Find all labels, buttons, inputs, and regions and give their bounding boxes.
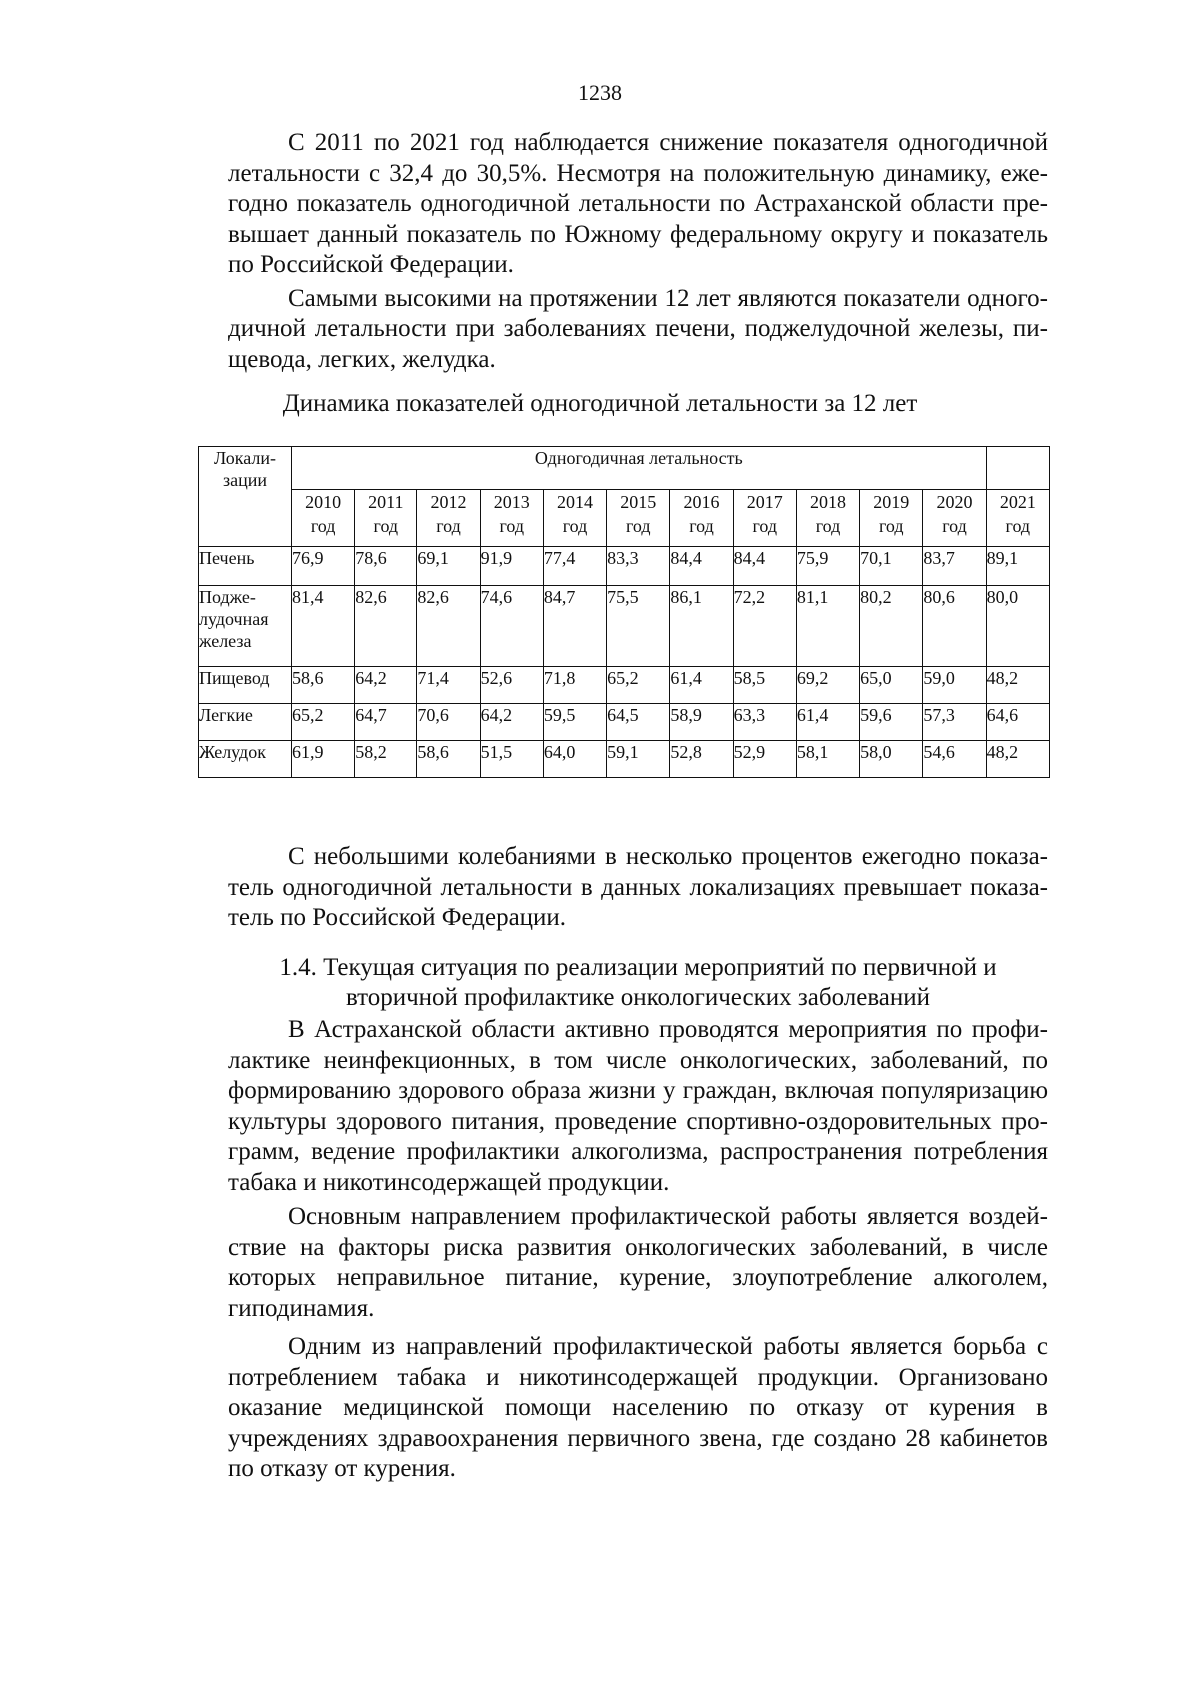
table-cell: 61,4 [670, 667, 733, 704]
section-heading: 1.4. Текущая ситуация по реализации мероприятий по первичной и вторичной профилактике онкологических заболеваний [279, 954, 997, 1011]
table-cell: 80,2 [860, 586, 923, 667]
paragraph: Одним из направлений профилактической работы является борьба с потреблением табака и никотинсодержащей продукции. Организовано оказание медицинской помощи населению по отказу от курения в учреждениях здравоохранения первичного звена, где создано 28 кабинетов по отказу от курения. [228, 1333, 1048, 1482]
table-cell: 61,9 [292, 741, 355, 778]
paragraph: Основным направлением профилактической работы является воздействие на факторы риска развития онкологических заболеваний, в числе которых неправильное питание, курение, злоупотребление алкоголем, гиподинамия. [228, 1203, 1048, 1322]
table-cell: 58,2 [355, 741, 417, 778]
table-cell: 75,9 [796, 547, 859, 586]
table-cell: 71,8 [543, 667, 606, 704]
row-label: Желудок [199, 741, 292, 778]
localization-header: Локали- зации [199, 447, 292, 547]
table-cell: 64,2 [480, 704, 543, 741]
table-caption: Динамика показателей одногодичной летальности за 12 лет [282, 390, 918, 417]
page-number: 1238 [578, 80, 622, 105]
year-header: 2020 год [923, 490, 986, 547]
table-cell: 48,2 [986, 667, 1049, 704]
year-header: 2021 год [986, 490, 1049, 547]
table-cell: 71,4 [417, 667, 480, 704]
year-header: 2015 год [607, 490, 670, 547]
table-cell: 59,1 [607, 741, 670, 778]
table-cell: 52,9 [733, 741, 796, 778]
paragraph: В Астраханской области активно проводятся мероприятия по профилактике неинфекционных, в том числе онкологических, заболеваний, по формированию здорового образа жизни у граждан, включая популяризацию культуры здорового питания, проведение спортивно-оздоровительных программ, ведение профилактики алкоголизма, распространения потребления табака и никотинсодержащей продукции. [228, 1016, 1048, 1196]
table-cell: 84,4 [670, 547, 733, 586]
year-header: 2017 год [733, 490, 796, 547]
table-cell: 89,1 [986, 547, 1049, 586]
year-header: 2013 год [480, 490, 543, 547]
table-cell: 80,0 [986, 586, 1049, 667]
table-cell: 51,5 [480, 741, 543, 778]
row-label: Подже- лудочная железа [199, 586, 292, 667]
table-cell: 76,9 [292, 547, 355, 586]
table-cell: 75,5 [607, 586, 670, 667]
row-label: Пищевод [199, 667, 292, 704]
table-cell: 59,5 [543, 704, 606, 741]
table-cell: 84,7 [543, 586, 606, 667]
table-row [199, 547, 1050, 586]
table-cell: 58,6 [292, 667, 355, 704]
section-text [228, 1015, 1048, 1485]
paragraph: Самыми высокими на протяжении 12 лет являются показатели одногодичной летальности при заболеваниях печени, поджелудочной железы, пищевода, легких, желудка. [228, 284, 1048, 373]
table-row [199, 704, 1050, 741]
table-cell: 59,6 [860, 704, 923, 741]
table-cell: 69,2 [796, 667, 859, 704]
table-cell: 64,5 [607, 704, 670, 741]
table-cell: 59,0 [923, 667, 986, 704]
year-header: 2014 год [543, 490, 606, 547]
table-cell: 81,4 [292, 586, 355, 667]
row-label: Печень [199, 547, 292, 586]
table-cell: 83,7 [923, 547, 986, 586]
table-cell: 64,7 [355, 704, 417, 741]
table-cell: 70,6 [417, 704, 480, 741]
table-cell: 48,2 [986, 741, 1049, 778]
table-cell: 52,6 [480, 667, 543, 704]
table-header-row [199, 447, 1050, 490]
table-cell: 58,1 [796, 741, 859, 778]
table-cell: 64,6 [986, 704, 1049, 741]
paragraph: С 2011 по 2021 год наблюдается снижение показателя одногодичной летальности с 32,4 до 30,5%. Несмотря на положительную динамику, ежегодно показатель одногодичной летальности по Астраханской области превышает данный показатель по Южному федеральному округу и показатель по Российской Федерации. [228, 129, 1048, 278]
group-header: Одногодичная летальность [292, 447, 987, 490]
table-cell: 58,0 [860, 741, 923, 778]
table-cell: 78,6 [355, 547, 417, 586]
table-cell: 70,1 [860, 547, 923, 586]
table-cell: 54,6 [923, 741, 986, 778]
table-cell: 61,4 [796, 704, 859, 741]
table-cell: 81,1 [796, 586, 859, 667]
after-table-text [228, 842, 1048, 934]
intro-text [228, 128, 1048, 375]
year-header: 2012 год [417, 490, 480, 547]
table-row [199, 586, 1050, 667]
table-cell: 65,2 [607, 667, 670, 704]
table-cell: 86,1 [670, 586, 733, 667]
table-cell: 65,0 [860, 667, 923, 704]
row-label: Легкие [199, 704, 292, 741]
table-year-row [199, 490, 1050, 547]
year-header: 2010 год [292, 490, 355, 547]
table-cell: 58,9 [670, 704, 733, 741]
year-header: 2011 год [355, 490, 417, 547]
table-cell: 52,8 [670, 741, 733, 778]
paragraph: С небольшими колебаниями в несколько процентов ежегодно показатель одногодичной летальности в данных локализациях превышает показатель по Российской Федерации. [228, 843, 1048, 931]
table-cell: 80,6 [923, 586, 986, 667]
year-header: 2016 год [670, 490, 733, 547]
table-cell: 58,6 [417, 741, 480, 778]
table-row [199, 741, 1050, 778]
table-cell: 63,3 [733, 704, 796, 741]
year-header: 2019 год [860, 490, 923, 547]
table-cell: 91,9 [480, 547, 543, 586]
table-cell: 77,4 [543, 547, 606, 586]
mortality-table [198, 446, 1050, 778]
table-cell: 82,6 [355, 586, 417, 667]
table-cell: 72,2 [733, 586, 796, 667]
empty-header-cell [986, 447, 1049, 490]
table-cell: 74,6 [480, 586, 543, 667]
table-cell: 84,4 [733, 547, 796, 586]
table-cell: 58,5 [733, 667, 796, 704]
table-cell: 65,2 [292, 704, 355, 741]
table-row [199, 667, 1050, 704]
year-header: 2018 год [796, 490, 859, 547]
table-cell: 64,2 [355, 667, 417, 704]
table-cell: 64,0 [543, 741, 606, 778]
table-cell: 69,1 [417, 547, 480, 586]
table-cell: 57,3 [923, 704, 986, 741]
table-cell: 83,3 [607, 547, 670, 586]
table-cell: 82,6 [417, 586, 480, 667]
